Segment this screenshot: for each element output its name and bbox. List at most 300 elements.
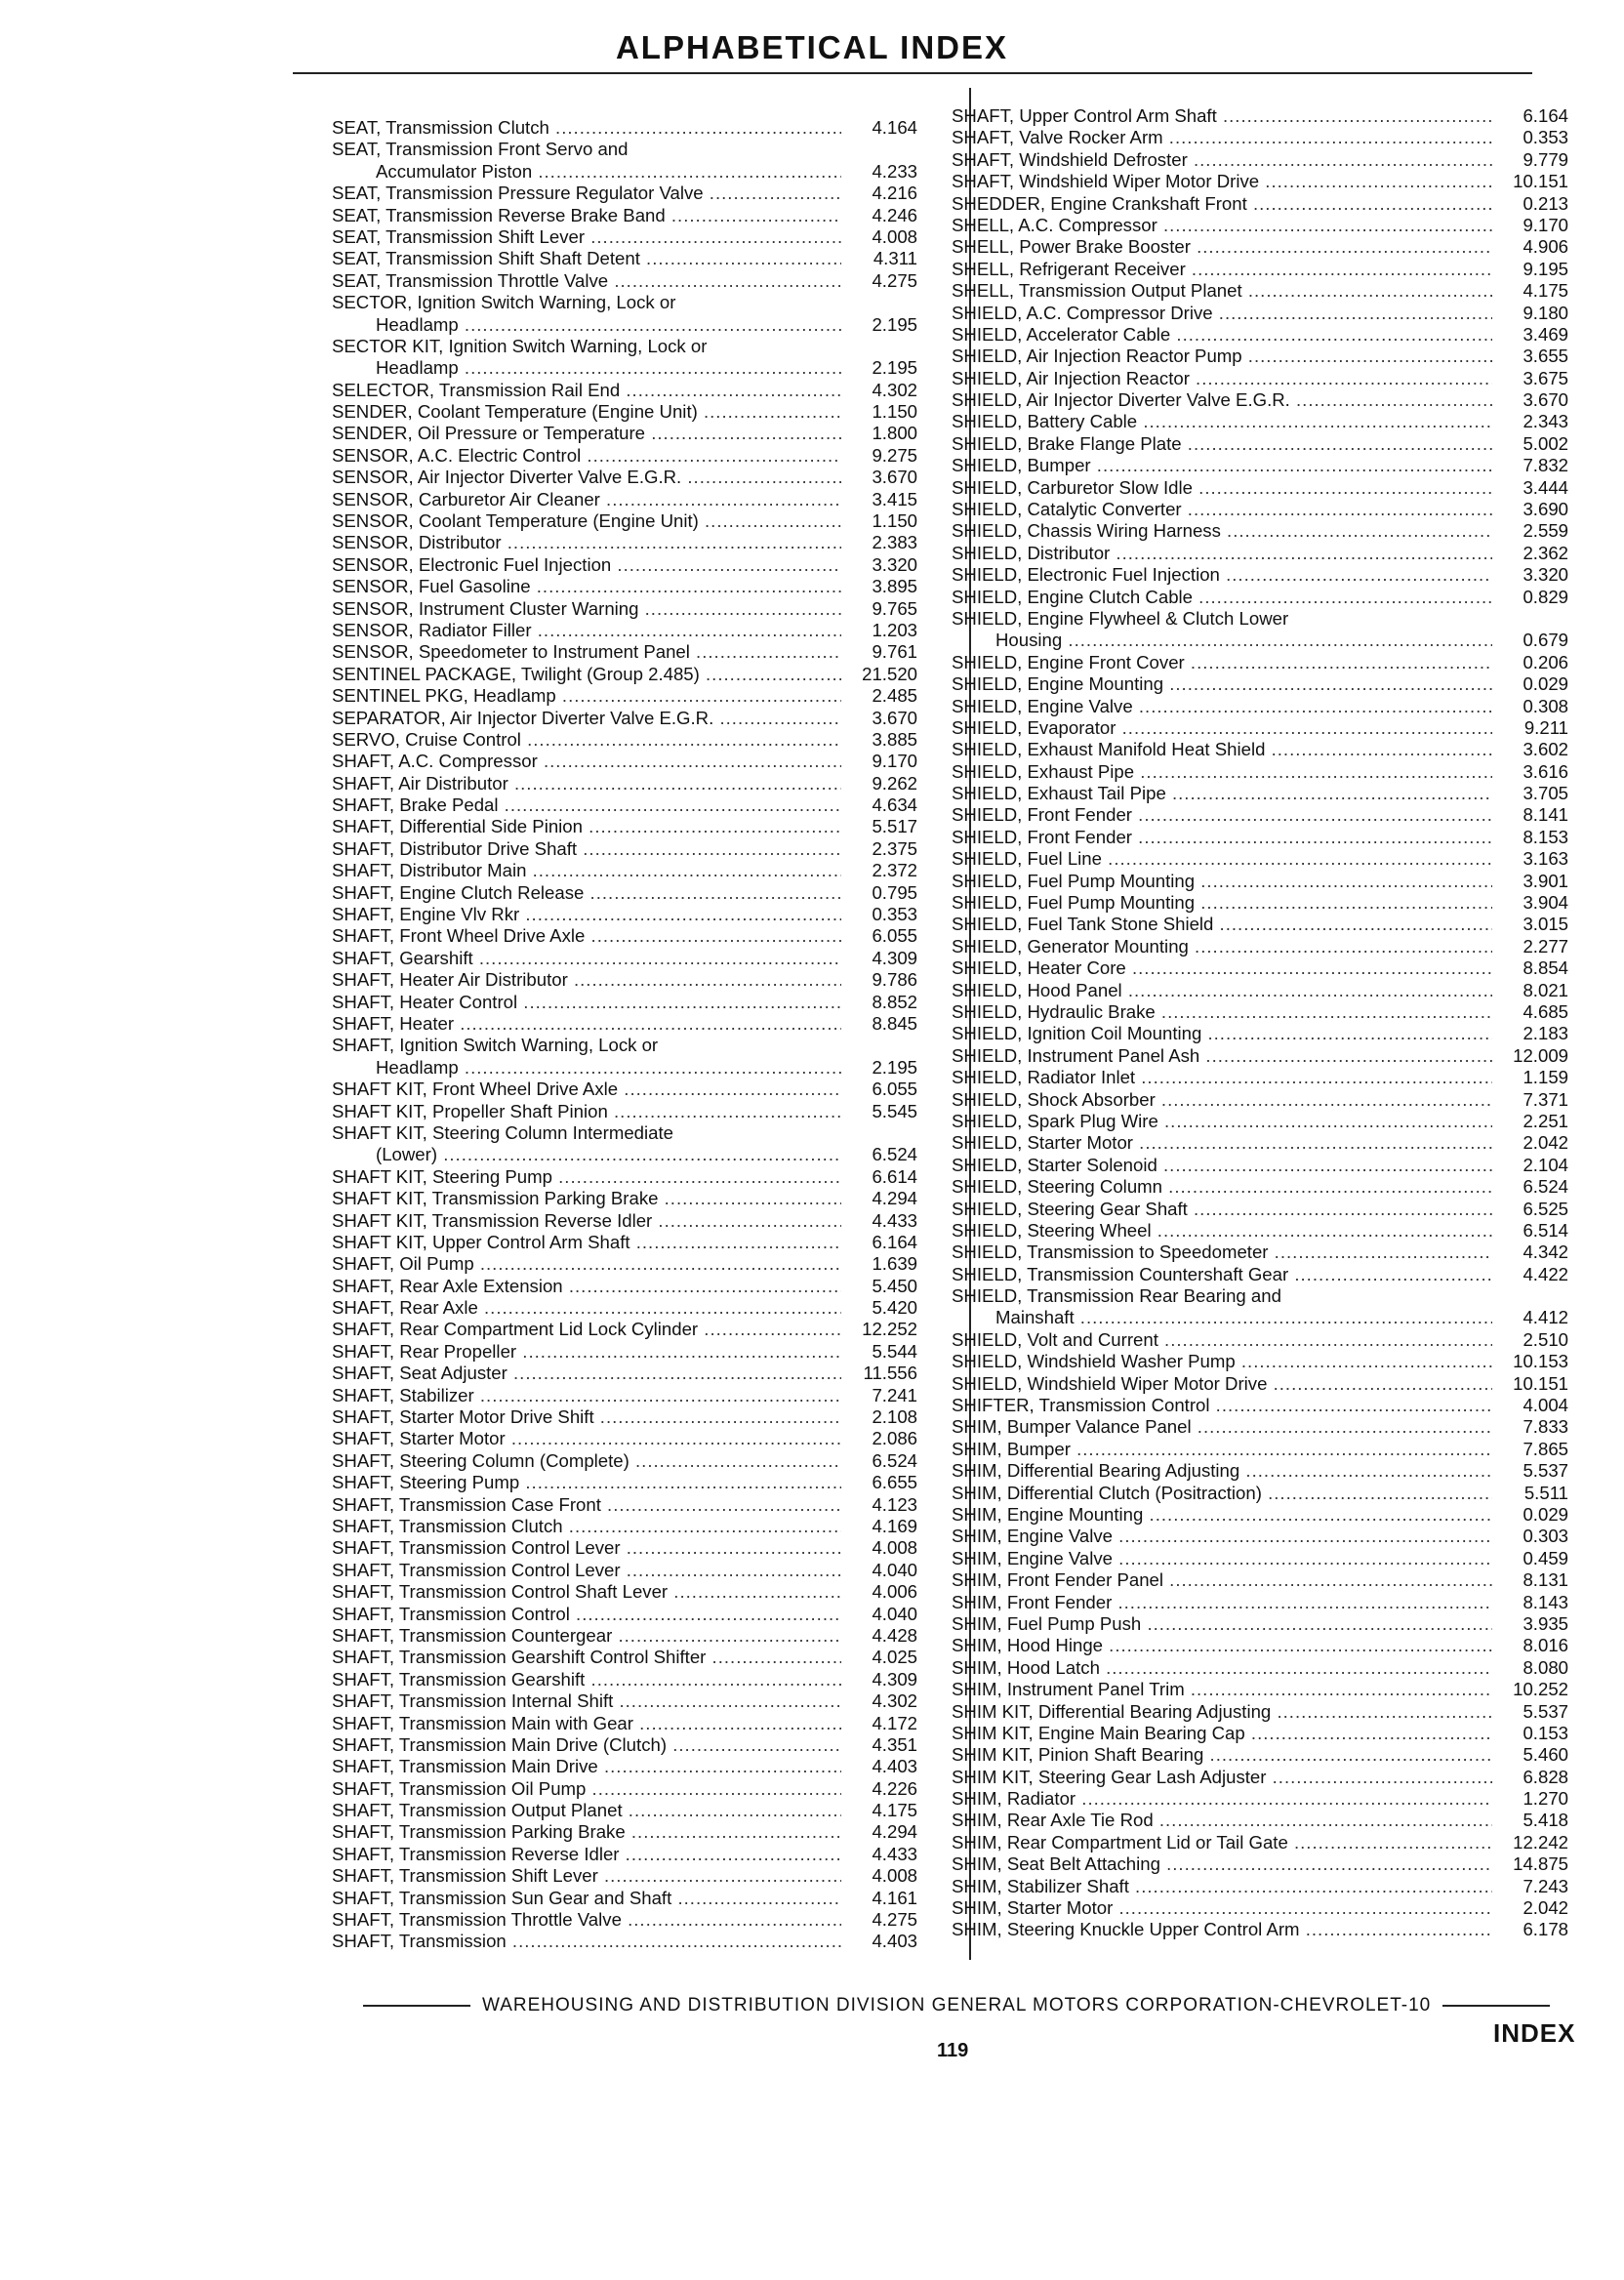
index-entry xyxy=(952,848,1568,870)
index-entry-page: 3.885 xyxy=(872,728,917,750)
index-entry-label: SHIELD, Volt and Current ..... xyxy=(952,1329,1492,1351)
index-entry-label: SEAT, Transmission Clutch ..... xyxy=(332,117,841,139)
index-entry xyxy=(952,739,1568,760)
index-entry-page: 5.418 xyxy=(1522,1810,1568,1831)
index-entry xyxy=(332,1144,917,1165)
index-entry xyxy=(952,1679,1568,1700)
index-entry-label: SHIM, Steering Knuckle Upper Control Arm ..... xyxy=(952,1919,1492,1940)
index-entry-page: 2.485 xyxy=(872,685,917,707)
index-entry-label: SHIELD, Front Fender ..... xyxy=(952,827,1492,848)
index-entry-label: SHAFT, Seat Adjuster ..... xyxy=(332,1363,841,1384)
index-entry-page: 10.151 xyxy=(1513,1372,1568,1394)
index-entry xyxy=(952,1067,1568,1088)
index-entry xyxy=(952,1351,1568,1372)
index-entry-label: SHIELD, Windshield Washer Pump ..... xyxy=(952,1351,1492,1372)
index-entry xyxy=(332,598,917,620)
index-entry-page: 1.270 xyxy=(1522,1788,1568,1810)
index-entry-label: SHIELD, Fuel Line ..... xyxy=(952,848,1492,870)
index-entry-label: SHAFT, Oil Pump ..... xyxy=(332,1253,841,1275)
index-entry-page: 2.372 xyxy=(872,860,917,881)
index-entry xyxy=(332,380,917,401)
index-entry xyxy=(332,1363,917,1384)
index-entry-page: 6.055 xyxy=(872,925,917,947)
index-entry-label: SHAFT, Windshield Wiper Motor Drive ..... xyxy=(952,171,1492,192)
index-entry xyxy=(332,1669,917,1690)
index-entry-label: SHIELD, Catalytic Converter ..... xyxy=(952,499,1492,520)
index-entry-label: SENSOR, Distributor ..... xyxy=(332,532,841,553)
index-entry-page: 12.242 xyxy=(1513,1831,1568,1852)
index-entry-page: 1.800 xyxy=(872,423,917,444)
index-entry-label: SHAFT, Differential Side Pinion ..... xyxy=(332,816,841,837)
index-entry-label: SHIFTER, Transmission Control ..... xyxy=(952,1395,1492,1416)
index-entry xyxy=(332,139,917,160)
index-entry-label: SHAFT, Transmission Throttle Valve ..... xyxy=(332,1909,841,1931)
index-entry-page: 3.655 xyxy=(1522,346,1568,367)
index-entry-page: 2.375 xyxy=(872,837,917,859)
index-entry-label: SHIELD, Exhaust Pipe ..... xyxy=(952,761,1492,783)
index-entry-page: 4.275 xyxy=(872,269,917,291)
index-entry xyxy=(952,455,1568,476)
index-entry-label: SHAFT, Rear Axle Extension ..... xyxy=(332,1276,841,1297)
index-entry xyxy=(332,1276,917,1297)
index-entry-page: 5.544 xyxy=(872,1340,917,1362)
index-entry-label: SENSOR, Electronic Fuel Injection ..... xyxy=(332,554,841,576)
index-entry-page: 9.170 xyxy=(1522,214,1568,235)
index-entry xyxy=(332,1821,917,1843)
index-entry-label: SHAFT, Transmission Main with Gear ..... xyxy=(332,1713,841,1734)
index-entry-page: 3.690 xyxy=(1522,499,1568,520)
index-entry xyxy=(332,969,917,991)
index-entry xyxy=(952,827,1568,848)
index-entry-page: 6.828 xyxy=(1522,1766,1568,1787)
index-entry xyxy=(952,303,1568,324)
index-entry-label: SECTOR, Ignition Switch Warning, Lock or xyxy=(332,292,676,313)
index-entry-label: SHAFT, Windshield Defroster ..... xyxy=(952,149,1492,171)
index-entry-label: SHIM, Engine Valve ..... xyxy=(952,1548,1492,1569)
index-entry-label: SHIELD, Starter Motor ..... xyxy=(952,1132,1492,1154)
index-entry-label: SHAFT, Rear Propeller ..... xyxy=(332,1341,841,1363)
index-entry-label: SHAFT, Transmission Control ..... xyxy=(332,1604,841,1625)
index-entry-label: SHAFT, Air Distributor ..... xyxy=(332,773,841,794)
index-entry xyxy=(332,445,917,467)
index-entry xyxy=(332,620,917,641)
index-entry-label: SHIELD, Engine Clutch Cable ..... xyxy=(952,587,1492,608)
index-entry-label: SHAFT, A.C. Compressor ..... xyxy=(332,751,841,772)
index-entry xyxy=(332,992,917,1013)
index-entry xyxy=(952,1132,1568,1154)
index-entry xyxy=(952,564,1568,586)
index-entry-page: 4.164 xyxy=(872,116,917,138)
index-entry-page: 1.150 xyxy=(872,401,917,423)
index-entry xyxy=(332,1581,917,1603)
index-entry-page: 2.510 xyxy=(1522,1328,1568,1350)
index-entry-page: 3.670 xyxy=(872,467,917,488)
index-entry xyxy=(332,183,917,204)
index-entry-label: SHIM, Front Fender Panel ..... xyxy=(952,1569,1492,1591)
index-entry-label: SHIM, Bumper ..... xyxy=(952,1439,1492,1460)
index-entry xyxy=(332,1101,917,1122)
index-entry xyxy=(952,1220,1568,1242)
index-entry-page: 6.164 xyxy=(872,1231,917,1252)
index-entry-label: SHIELD, Evaporator ..... xyxy=(952,717,1492,739)
index-entry-page: 4.294 xyxy=(872,1188,917,1209)
index-entry-page: 6.524 xyxy=(872,1449,917,1471)
index-entry-page: 2.042 xyxy=(1522,1132,1568,1154)
index-entry-label: SEAT, Transmission Throttle Valve ..... xyxy=(332,270,841,292)
index-entry xyxy=(332,860,917,881)
index-entry-page: 0.795 xyxy=(872,881,917,903)
index-entry-label: SHAFT, Heater ..... xyxy=(332,1013,841,1035)
index-entry-label: SHAFT, Transmission Gearshift ..... xyxy=(332,1669,841,1690)
index-entry-page: 5.450 xyxy=(872,1275,917,1296)
index-entry-page: 9.779 xyxy=(1522,148,1568,170)
index-entry xyxy=(332,1472,917,1493)
index-entry-label: SHIELD, Exhaust Manifold Heat Shield ..... xyxy=(952,739,1492,760)
index-entry xyxy=(952,1001,1568,1023)
index-entry-label: SHAFT, Transmission Output Planet ..... xyxy=(332,1800,841,1821)
index-entry-page: 4.309 xyxy=(872,947,917,968)
index-entry-label: SHAFT, Transmission Parking Brake ..... xyxy=(332,1821,841,1843)
index-entry-page: 3.705 xyxy=(1522,783,1568,804)
index-entry-page: 7.865 xyxy=(1522,1438,1568,1459)
index-entry-label: SHIM, Starter Motor ..... xyxy=(952,1897,1492,1919)
index-entry-label: SHAFT, Starter Motor ..... xyxy=(332,1428,841,1449)
index-entry xyxy=(332,357,917,379)
index-entry-label: SHIELD, Exhaust Tail Pipe ..... xyxy=(952,783,1492,804)
footer-text: WAREHOUSING AND DISTRIBUTION DIVISION GENERAL MOTORS CORPORATION-CHEVROLET-10 xyxy=(482,1995,1432,2015)
index-entry-page: 4.433 xyxy=(872,1209,917,1231)
index-entry-label: SHIELD, Windshield Wiper Motor Drive ..... xyxy=(952,1373,1492,1395)
index-entry-page: 0.459 xyxy=(1522,1547,1568,1568)
index-entry-label: SHAFT, Transmission Oil Pump ..... xyxy=(332,1778,841,1800)
index-entry-page: 2.277 xyxy=(1522,935,1568,957)
index-entry xyxy=(332,1013,917,1035)
index-entry-page: 4.906 xyxy=(1522,236,1568,258)
page-title: ALPHABETICAL INDEX xyxy=(615,29,1009,65)
index-entry-label: SHAFT, Brake Pedal ..... xyxy=(332,794,841,816)
index-entry-label: SHAFT KIT, Transmission Reverse Idler ..... xyxy=(332,1210,841,1232)
index-entry-page: 1.639 xyxy=(872,1253,917,1275)
footer-line xyxy=(351,1995,1571,2016)
index-entry xyxy=(952,1373,1568,1395)
index-entry-label: SHIM, Bumper Valance Panel ..... xyxy=(952,1416,1492,1438)
index-entry-label: SHIELD, Engine Flywheel & Clutch Lower xyxy=(952,607,1289,629)
index-entry xyxy=(952,1111,1568,1132)
index-entry-page: 5.545 xyxy=(872,1100,917,1121)
index-entry-page: 12.252 xyxy=(862,1319,917,1340)
index-entry-page: 8.016 xyxy=(1522,1635,1568,1656)
index-entry-label: SHIELD, Instrument Panel Ash ..... xyxy=(952,1045,1492,1067)
index-entry-label: SENTINEL PACKAGE, Twilight (Group 2.485) ..... xyxy=(332,664,841,685)
index-entry-label: SHAFT, Transmission Control Shaft Lever ..... xyxy=(332,1581,841,1603)
index-entry-label: SHIM, Rear Axle Tie Rod ..... xyxy=(952,1810,1492,1831)
index-entry xyxy=(952,871,1568,892)
index-entry xyxy=(332,1385,917,1406)
index-entry-label: SEAT, Transmission Front Servo and xyxy=(332,139,629,160)
index-entry-label: SEAT, Transmission Pressure Regulator Valve ..... xyxy=(332,183,841,204)
index-entry xyxy=(332,1232,917,1253)
index-entry-page: 4.428 xyxy=(872,1624,917,1646)
index-entry-page: 5.511 xyxy=(1523,1482,1568,1503)
index-entry-page: 8.080 xyxy=(1522,1656,1568,1678)
index-entry-page: 9.786 xyxy=(872,969,917,991)
index-entry-label: SHAFT, Upper Control Arm Shaft ..... xyxy=(952,105,1492,127)
index-entry-page: 4.246 xyxy=(872,204,917,225)
index-entry xyxy=(332,1756,917,1777)
index-entry-page: 4.169 xyxy=(872,1515,917,1536)
index-entry-label: SENSOR, Coolant Temperature (Engine Unit) ..... xyxy=(332,510,841,532)
index-entry-page: 3.904 xyxy=(1522,892,1568,914)
index-entry-label: SHIELD, Shock Absorber ..... xyxy=(952,1089,1492,1111)
index-entry-page: 0.213 xyxy=(1522,192,1568,214)
index-entry-label: SHIELD, Starter Solenoid ..... xyxy=(952,1155,1492,1176)
index-entry-label: SHELL, Refrigerant Receiver ..... xyxy=(952,259,1492,280)
index-entry-label: SHAFT, Transmission Clutch ..... xyxy=(332,1516,841,1537)
index-entry xyxy=(952,127,1568,148)
index-entry-label: SHIM, Hood Hinge ..... xyxy=(952,1635,1492,1656)
index-entry-label: SENTINEL PKG, Headlamp ..... xyxy=(332,685,841,707)
index-entry xyxy=(952,324,1568,346)
index-entry-label: SHIM, Instrument Panel Trim ..... xyxy=(952,1679,1492,1700)
index-entry xyxy=(952,696,1568,717)
index-entry-label: Accumulator Piston ..... xyxy=(332,161,841,183)
index-entry-page: 6.524 xyxy=(1522,1176,1568,1198)
index-entry xyxy=(332,117,917,139)
index-entry xyxy=(332,1516,917,1537)
index-entry-page: 4.233 xyxy=(872,160,917,182)
index-entry xyxy=(332,1057,917,1079)
index-entry-page: 6.524 xyxy=(872,1144,917,1165)
index-entry xyxy=(332,1734,917,1756)
index-entry xyxy=(952,1788,1568,1810)
page-number: 119 xyxy=(937,2040,969,2061)
index-entry xyxy=(952,1285,1568,1307)
index-entry-page: 3.163 xyxy=(1522,848,1568,870)
index-entry-page: 12.009 xyxy=(1513,1044,1568,1066)
index-entry-page: 5.537 xyxy=(1522,1460,1568,1482)
index-entry-label: SHIM, Differential Bearing Adjusting ..... xyxy=(952,1460,1492,1482)
index-entry xyxy=(952,477,1568,499)
index-entry xyxy=(952,1592,1568,1613)
index-entry xyxy=(332,1428,917,1449)
index-entry-label: SHAFT KIT, Transmission Parking Brake ..... xyxy=(332,1188,841,1209)
index-entry-page: 11.556 xyxy=(863,1363,917,1384)
index-entry-label: SHEDDER, Engine Crankshaft Front ..... xyxy=(952,193,1492,215)
index-entry xyxy=(332,1537,917,1559)
index-entry-label: SHIELD, Transmission Rear Bearing and xyxy=(952,1285,1281,1307)
index-entry xyxy=(952,1919,1568,1940)
index-entry-page: 3.602 xyxy=(1522,739,1568,760)
index-entry-page: 9.195 xyxy=(1522,258,1568,279)
index-entry-page: 4.161 xyxy=(872,1887,917,1908)
index-entry xyxy=(952,1329,1568,1351)
index-entry xyxy=(332,1909,917,1931)
index-entry xyxy=(952,149,1568,171)
index-entry xyxy=(332,314,917,336)
index-entry xyxy=(332,1450,917,1472)
index-entry xyxy=(332,1800,917,1821)
index-entry-label: SEPARATOR, Air Injector Diverter Valve E.G.R. ..... xyxy=(332,708,841,729)
index-entry-page: 4.403 xyxy=(872,1756,917,1777)
index-entry xyxy=(952,608,1568,630)
index-entry-label: SENSOR, Radiator Filler ..... xyxy=(332,620,841,641)
index-entry-label: SHIM, Differential Clutch (Positraction) ..... xyxy=(952,1483,1492,1504)
index-entry-page: 5.420 xyxy=(872,1297,917,1319)
index-entry-page: 5.460 xyxy=(1522,1744,1568,1766)
index-entry xyxy=(952,1701,1568,1723)
index-entry xyxy=(332,532,917,553)
index-entry-label: SHAFT, Rear Compartment Lid Lock Cylinder ..... xyxy=(332,1319,841,1340)
index-entry-label: SHIELD, Generator Mounting ..... xyxy=(952,936,1492,957)
index-entry-page: 4.294 xyxy=(872,1821,917,1843)
index-entry-page: 0.153 xyxy=(1522,1722,1568,1743)
index-entry xyxy=(952,980,1568,1001)
index-entry-label: SHIELD, Battery Cable ..... xyxy=(952,411,1492,432)
index-entry-page: 7.243 xyxy=(1522,1875,1568,1896)
index-entry-page: 9.180 xyxy=(1522,302,1568,323)
index-entry-page: 0.679 xyxy=(1522,630,1568,651)
index-entry xyxy=(952,1767,1568,1788)
index-entry-page: 8.143 xyxy=(1522,1591,1568,1612)
index-entry-page: 3.015 xyxy=(1522,914,1568,935)
index-entry-page: 4.351 xyxy=(872,1733,917,1755)
index-entry-page: 6.525 xyxy=(1522,1198,1568,1219)
index-entry xyxy=(332,925,917,947)
index-entry-page: 1.203 xyxy=(872,619,917,640)
index-entry-page: 9.262 xyxy=(872,772,917,794)
index-entry-page: 5.002 xyxy=(1522,432,1568,454)
index-entry-page: 4.685 xyxy=(1522,1001,1568,1022)
index-entry-label: SHIELD, Radiator Inlet ..... xyxy=(952,1067,1492,1088)
index-entry xyxy=(332,1713,917,1734)
index-entry xyxy=(952,1155,1568,1176)
index-entry-page: 4.172 xyxy=(872,1712,917,1733)
footer-dash-left xyxy=(363,2005,470,2007)
index-entry xyxy=(952,1548,1568,1569)
index-entry xyxy=(332,1560,917,1581)
index-entry-page: 4.123 xyxy=(872,1493,917,1515)
index-entry-label: SELECTOR, Transmission Rail End ..... xyxy=(332,380,841,401)
index-entry xyxy=(952,193,1568,215)
index-entry-page: 3.901 xyxy=(1522,870,1568,891)
index-entry xyxy=(952,1264,1568,1285)
index-entry-label: SENSOR, Air Injector Diverter Valve E.G.R. ..... xyxy=(332,467,841,488)
index-entry-label: SHAFT, Transmission Reverse Idler ..... xyxy=(332,1844,841,1865)
index-entry-label: SHIELD, Ignition Coil Mounting ..... xyxy=(952,1023,1492,1044)
index-entry xyxy=(952,717,1568,739)
index-entry xyxy=(952,280,1568,302)
index-entry-page: 3.320 xyxy=(872,553,917,575)
index-entry-label: SHIELD, Transmission Countershaft Gear ..... xyxy=(952,1264,1492,1285)
index-entry-label: SEAT, Transmission Reverse Brake Band ..... xyxy=(332,205,841,226)
index-entry-label: SHIELD, Air Injection Reactor ..... xyxy=(952,368,1492,389)
index-entry-page: 1.159 xyxy=(1522,1067,1568,1088)
index-entry-label: SHELL, A.C. Compressor ..... xyxy=(952,215,1492,236)
index-entry-page: 3.675 xyxy=(1522,367,1568,388)
index-entry-label: SHIM, Seat Belt Attaching ..... xyxy=(952,1853,1492,1875)
index-entry-page: 7.832 xyxy=(1522,455,1568,476)
index-entry-label: SHAFT, Transmission Internal Shift ..... xyxy=(332,1690,841,1712)
index-entry-label: SHIELD, Air Injection Reactor Pump ..... xyxy=(952,346,1492,367)
index-entry-page: 8.854 xyxy=(1522,957,1568,979)
index-entry-label: SENDER, Coolant Temperature (Engine Unit) ..... xyxy=(332,401,841,423)
index-entry-page: 4.403 xyxy=(872,1931,917,1952)
index-entry xyxy=(952,105,1568,127)
index-entry-page: 3.616 xyxy=(1522,760,1568,782)
index-entry-label: SHIM, Engine Mounting ..... xyxy=(952,1504,1492,1526)
index-entry-page: 7.241 xyxy=(872,1384,917,1405)
index-entry-page: 3.415 xyxy=(872,488,917,509)
index-entry xyxy=(952,957,1568,979)
index-entry xyxy=(952,499,1568,520)
index-entry-page: 0.353 xyxy=(1522,127,1568,148)
index-entry-label: SHIELD, Hood Panel ..... xyxy=(952,980,1492,1001)
index-entry xyxy=(952,783,1568,804)
index-entry-page: 6.055 xyxy=(872,1079,917,1100)
index-entry-page: 3.320 xyxy=(1522,564,1568,586)
index-entry-label: SHAFT, Transmission Main Drive ..... xyxy=(332,1756,841,1777)
index-entry-label: SHIM, Engine Valve ..... xyxy=(952,1526,1492,1547)
index-entry-label: SHAFT KIT, Front Wheel Drive Axle ..... xyxy=(332,1079,841,1100)
index-entry-label: SERVO, Cruise Control ..... xyxy=(332,729,841,751)
index-entry-page: 6.514 xyxy=(1522,1219,1568,1241)
index-entry-label: Headlamp ..... xyxy=(332,357,841,379)
index-entry-label: SHAFT, Steering Pump ..... xyxy=(332,1472,841,1493)
index-entry-label: SENDER, Oil Pressure or Temperature ..... xyxy=(332,423,841,444)
index-entry-label: SHIM KIT, Engine Main Bearing Cap ..... xyxy=(952,1723,1492,1744)
index-entry xyxy=(332,948,917,969)
index-entry xyxy=(952,1810,1568,1831)
index-entry-page: 3.935 xyxy=(1522,1612,1568,1634)
index-entry xyxy=(332,708,917,729)
index-entry-page: 4.175 xyxy=(872,1800,917,1821)
index-entry xyxy=(332,1253,917,1275)
index-entry-page: 2.559 xyxy=(1522,520,1568,542)
index-entry-page: 0.353 xyxy=(872,904,917,925)
index-entry xyxy=(332,1210,917,1232)
index-entry xyxy=(952,215,1568,236)
index-entry-label: SHIELD, Chassis Wiring Harness ..... xyxy=(952,520,1492,542)
index-entry-page: 6.178 xyxy=(1522,1919,1568,1940)
index-entry xyxy=(332,751,917,772)
index-entry xyxy=(332,904,917,925)
index-entry-page: 3.469 xyxy=(1522,323,1568,345)
index-entry-label: SENSOR, Carburetor Air Cleaner ..... xyxy=(332,489,841,510)
index-entry xyxy=(952,389,1568,411)
index-entry xyxy=(332,554,917,576)
index-entry xyxy=(952,1613,1568,1635)
index-entry-label: SHIELD, Distributor ..... xyxy=(952,543,1492,564)
index-entry xyxy=(332,1319,917,1340)
index-entry xyxy=(952,171,1568,192)
index-entry xyxy=(952,1242,1568,1263)
index-entry xyxy=(332,794,917,816)
index-entry-label: SHAFT, Engine Vlv Rkr ..... xyxy=(332,904,841,925)
index-entry-page: 2.108 xyxy=(872,1406,917,1428)
index-entry-label: SHIELD, Spark Plug Wire ..... xyxy=(952,1111,1492,1132)
index-entry-page: 4.040 xyxy=(872,1559,917,1580)
index-entry-page: 4.275 xyxy=(872,1909,917,1931)
index-entry-label: (Lower) ..... xyxy=(332,1144,841,1165)
index-entry-page: 4.412 xyxy=(1522,1307,1568,1328)
index-entry xyxy=(332,248,917,269)
index-entry xyxy=(952,346,1568,367)
index-entry-label: SHAFT KIT, Steering Pump ..... xyxy=(332,1166,841,1188)
index-entry-label: Headlamp ..... xyxy=(332,314,841,336)
index-entry xyxy=(332,205,917,226)
index-entry-page: 5.517 xyxy=(872,816,917,837)
index-entry-label: SHAFT KIT, Propeller Shaft Pinion ..... xyxy=(332,1101,841,1122)
